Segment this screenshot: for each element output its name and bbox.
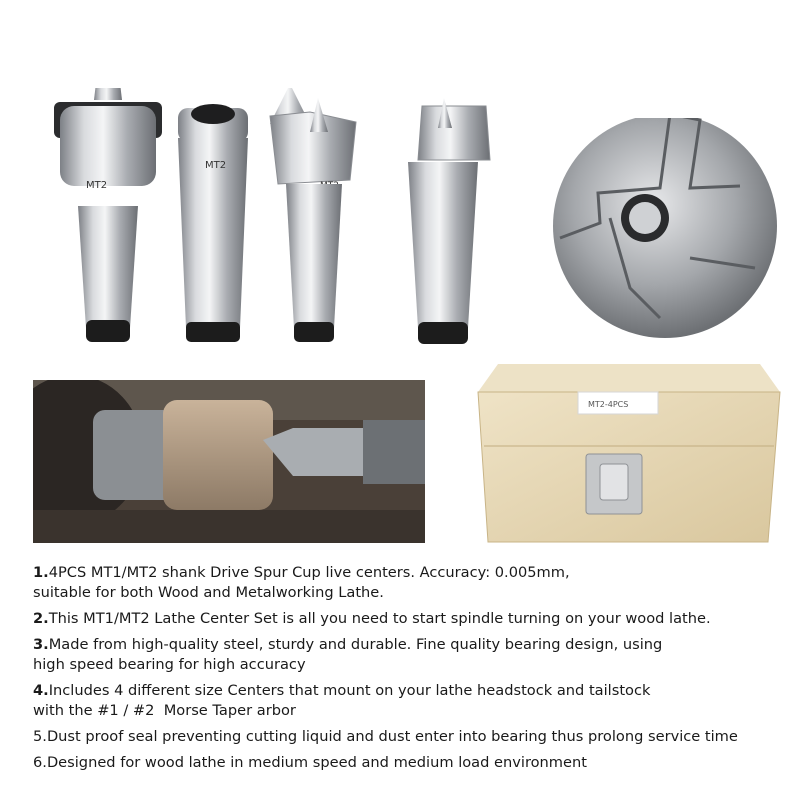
spur-center-4: [408, 98, 490, 344]
feature-text: Dust proof seal preventing cutting liquid and dust enter into bearing thus prolong service time: [46, 728, 738, 745]
feature-text: suitable for both Wood and Metalworking Lathe.: [33, 584, 384, 601]
tool-label-1: MT2: [86, 180, 108, 191]
feature-list: [33, 563, 793, 779]
lathe-in-use-photo: [33, 380, 425, 543]
feature-number: 1.: [33, 564, 49, 581]
feature-item-2: [33, 609, 793, 629]
feature-item-4: [33, 681, 793, 721]
feature-number: 5.: [33, 728, 47, 745]
feature-number: 4.: [33, 682, 49, 699]
lathe-centers-photo: [20, 88, 520, 358]
feature-item-5: [33, 727, 793, 747]
feature-number: 3.: [33, 636, 49, 653]
feature-text: high speed bearing for high accuracy: [33, 656, 306, 673]
feature-text: with the #1 / #2 Morse Taper arbor: [33, 702, 296, 719]
feature-text: Designed for wood lathe in medium speed and medium load environment: [46, 754, 587, 771]
feature-text: 4PCS MT1/MT2 shank Drive Spur Cup live centers. Accuracy: 0.005mm,: [48, 564, 570, 581]
wooden-storage-box-photo: [468, 356, 788, 546]
feature-number: 2.: [33, 610, 49, 627]
feature-text: Includes 4 different size Centers that mount on your lathe headstock and tailstock: [48, 682, 651, 699]
feature-number: 6.: [33, 754, 47, 771]
tool-label-2: MT2: [205, 160, 227, 171]
feature-text: This MT1/MT2 Lathe Center Set is all you need to start spindle turning on your wood lathe.: [48, 610, 711, 627]
live-center-1: [54, 88, 162, 342]
feature-item-1: [33, 563, 793, 603]
feature-item-6: [33, 753, 793, 773]
dead-center-2: [178, 104, 248, 342]
spur-center-3: [270, 88, 356, 342]
feature-item-3: [33, 635, 793, 675]
spur-closeup-photo: [540, 118, 790, 368]
feature-text: Made from high-quality steel, sturdy and durable. Fine quality bearing design, using: [48, 636, 663, 653]
box-label: MT2-4PCS: [588, 400, 629, 409]
